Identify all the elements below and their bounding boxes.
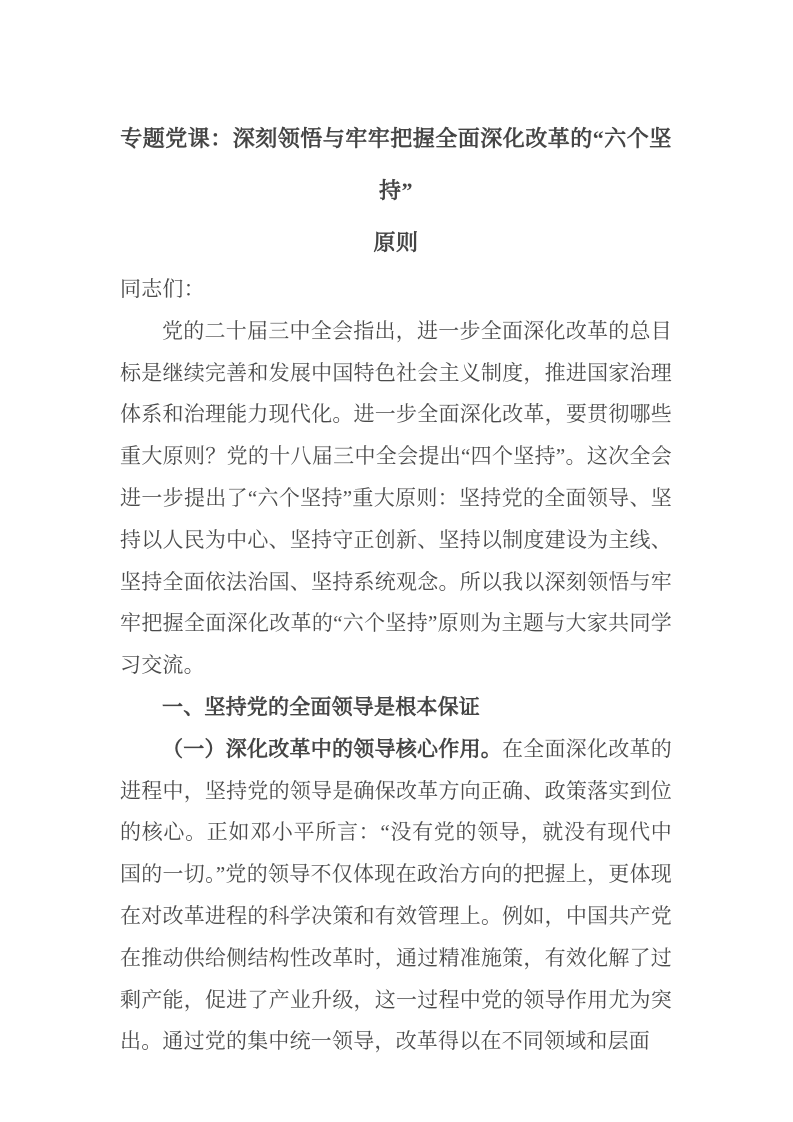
section-1-paragraph-1-lead: （一）深化改革中的领导核心作用。 [162,736,503,761]
title-line-2: 原则 [373,230,419,255]
document-title [120,113,672,269]
intro-paragraph: 党的二十届三中全会指出，进一步全面深化改革的总目标是继续完善和发展中国特色社会主义制度，推进国家治理体系和治理能力现代化。进一步全面深化改革，要贯彻哪些重大原则？党的十八届三中全会提出“四个坚持”。这次全会进一步提出了“六个坚持”重大原则：坚持党的全面领导、坚持以人民为中心、坚持守正创新、坚持以制度建设为主线、坚持全面依法治国、坚持系统观念。所以我以深刻领悟与牢牢把握全面深化改革的“六个坚持”原则为主题与大家共同学习交流。 [120,318,672,678]
salutation: 同志们： [120,277,205,301]
section-1-paragraph-1-text: 在全面深化改革的进程中，坚持党的领导是确保改革方向正确、政策落实到位的核心。正如邓小平所言：“没有党的领导，就没有现代中国的一切。”党的领导不仅体现在政治方向的把握上，更体现在对改革进程的科学决策和有效管理上。例如，中国共产党在推动供给侧结构性改革时，通过精准施策，有效化解了过剩产能，促进了产业升级，这一过程中党的领导作用尤为突出。通过党的集中统一领导，改革得以在不同领域和层面 [120,736,672,1054]
title-line-1: 专题党课：深刻领悟与牢牢把握全面深化改革的“六个坚持” [120,126,672,203]
section-1-paragraph-1 [120,729,672,1063]
section-1-heading: 一、坚持党的全面领导是根本保证 [162,694,480,719]
